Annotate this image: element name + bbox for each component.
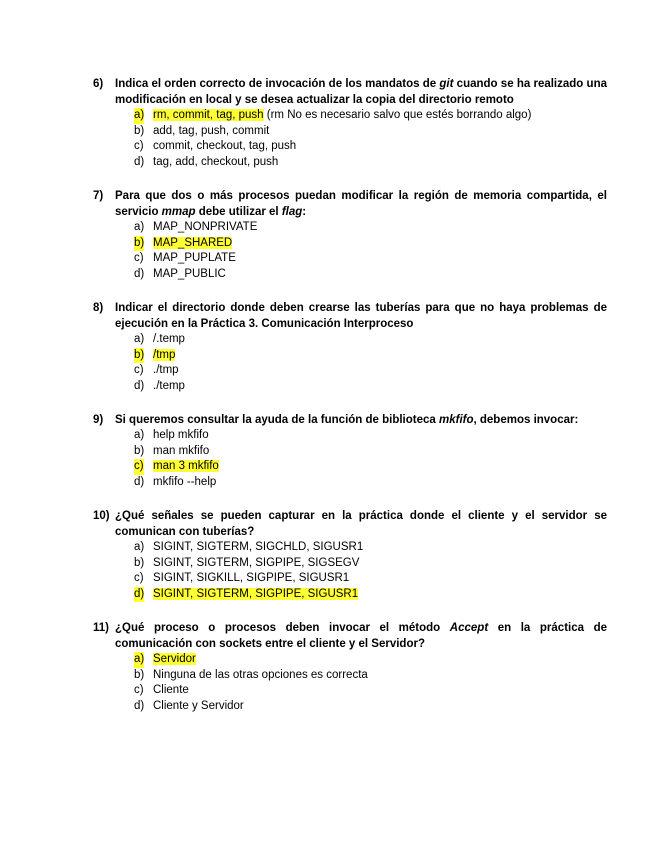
options-list	[0, 652, 655, 714]
option-c: c) MAP_PUPLATE	[134, 252, 236, 264]
question-9	[0, 412, 655, 490]
option-b: b) /tmp	[0, 348, 655, 364]
option-d: d) SIGINT, SIGTERM, SIGPIPE, SIGUSR1	[0, 587, 655, 603]
option-a: a) help mkfifo	[134, 429, 209, 441]
option-c: c) man 3 mkfifo	[0, 459, 655, 475]
question-number: 11)	[93, 622, 109, 634]
question-number: 8)	[93, 302, 104, 314]
option-b: b) add, tag, push, commit	[134, 124, 270, 137]
options-list	[0, 220, 655, 282]
options-list	[0, 540, 655, 602]
option-a: a) MAP_NONPRIVATE	[134, 221, 258, 233]
option-a: a) rm, commit, tag, push (rm No es necesario salvo que estés borrando algo)	[0, 108, 655, 124]
option-c: c) Cliente	[134, 684, 189, 696]
options-list	[0, 428, 655, 490]
question-number: 9)	[93, 414, 104, 426]
question-number: 6)	[93, 78, 104, 90]
option-c: c) SIGINT, SIGKILL, SIGPIPE, SIGUSR1	[134, 572, 350, 584]
option-d: d) ./temp	[134, 379, 185, 392]
option-b: b) MAP_SHARED	[0, 236, 655, 252]
option-c: c) commit, checkout, tag, push	[134, 140, 297, 152]
options-list	[0, 108, 655, 170]
question-number: 10)	[93, 510, 110, 522]
option-b: b) man mkfifo	[134, 444, 210, 457]
option-note: (rm No es necesario salvo que estés borrando algo)	[263, 109, 532, 121]
question-10	[0, 508, 655, 602]
option-d: d) MAP_PUBLIC	[134, 267, 226, 280]
option-d: d) tag, add, checkout, push	[134, 155, 279, 168]
question-text: Para que dos o más procesos puedan modificar la región de memoria compartida, el servicio mmap debe utilizar el flag:	[115, 190, 607, 218]
option-b: b) Ninguna de las otras opciones es correcta	[134, 668, 368, 681]
option-b: b) SIGINT, SIGTERM, SIGPIPE, SIGSEGV	[134, 556, 360, 569]
question-6	[0, 76, 655, 170]
option-c: c) ./tmp	[134, 364, 179, 376]
question-text: Indicar el directorio donde deben crearse las tuberías para que no haya problemas de ejecución en la Práctica 3. Comunicación Interproceso	[115, 302, 607, 330]
option-a: a) SIGINT, SIGTERM, SIGCHLD, SIGUSR1	[134, 541, 364, 553]
question-text: Indica el orden correcto de invocación de los mandatos de git cuando se ha realizado una modificación en local y se desea actualizar la copia del directorio remoto	[115, 78, 607, 106]
options-list	[0, 332, 655, 394]
question-text: ¿Qué proceso o procesos deben invocar el método Accept en la práctica de comunicación con sockets entre el cliente y el Servidor?	[115, 622, 608, 650]
exam-page	[0, 76, 655, 732]
question-text: ¿Qué señales se pueden capturar en la práctica donde el cliente y el servidor se comunican con tuberías?	[115, 510, 607, 538]
option-a: a) Servidor	[0, 652, 655, 668]
option-d: d) Cliente y Servidor	[134, 699, 244, 712]
option-d: d) mkfifo --help	[134, 475, 217, 488]
question-8	[0, 300, 655, 394]
question-7	[0, 188, 655, 282]
question-number: 7)	[93, 190, 104, 202]
question-11	[0, 620, 655, 714]
question-text: Si queremos consultar la ayuda de la función de biblioteca mkfifo, debemos invocar:	[115, 414, 579, 426]
option-a: a) /.temp	[134, 333, 185, 345]
